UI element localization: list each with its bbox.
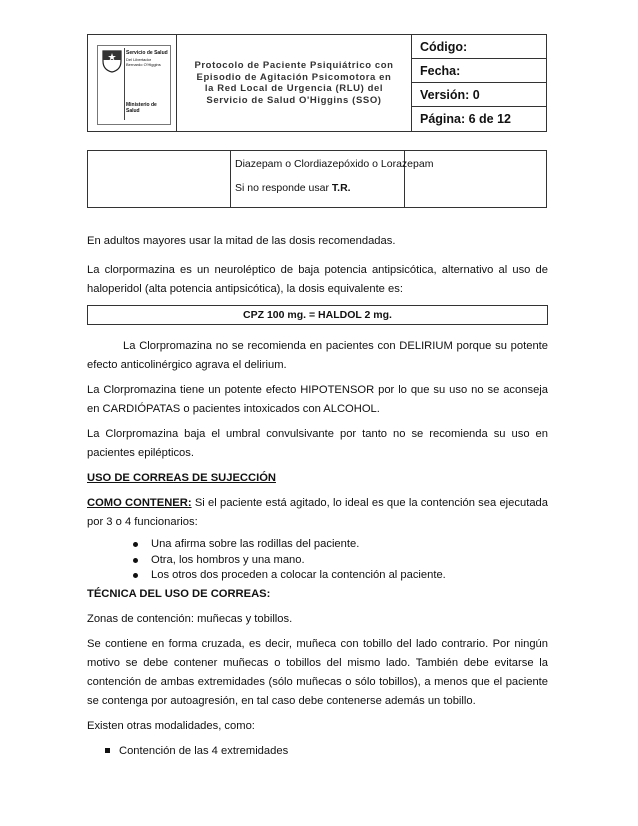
page-number-field: Página: 6 de 12 [420, 112, 512, 126]
paragraph-forma-cruzada: Se contiene en forma cruzada, es decir, muñeca con tobillo del lado contrario. Por ningún motivo se debe contener muñecas o tobillos del mismo lado. También debe evitarse la contención de ambas extremidades (sólo muñecas o sólo tobillos), a menos que el paciente se contenga por autoagresión, en tal caso debe contenerse además un tobillo. [87, 637, 548, 707]
paragraph-como-contener: COMO CONTENER: Si el paciente está agitado, lo ideal es que la contención sea ejecutada por 3 o 4 funcionarios: [87, 497, 548, 528]
fecha-field: Fecha: [412, 59, 546, 83]
medication-table-empty-cell [88, 151, 231, 207]
list-item: Otra, los hombros y una mano. [151, 554, 548, 568]
document-meta [412, 35, 546, 131]
logo-org-name: Servicio de Salud [126, 50, 168, 56]
dose-equivalence-box: CPZ 100 mg. = HALDOL 2 mg. [87, 305, 548, 325]
paragraph-hipotensor: La Clorpromazina tiene un potente efecto HIPOTENSOR por lo que su uso no se aconseja en CARDIÓPATAS o pacientes intoxicados con ALCOHOL. [87, 384, 548, 415]
medication-table-cell [230, 151, 434, 207]
codigo-field: Código: [412, 35, 546, 59]
logo-divider [124, 48, 125, 120]
list-item: Una afirma sobre las rodillas del paciente. [151, 538, 548, 552]
heading-correas: USO DE CORREAS DE SUJECCIÓN [87, 472, 276, 484]
modalities-list [87, 742, 548, 761]
medication-fallback: Si no responde usar T.R. [235, 182, 351, 194]
document-header [87, 34, 547, 132]
chile-crest-icon [101, 49, 123, 73]
paragraph-delirium: La Clorpromazina no se recomienda en pacientes con DELIRIUM porque su potente efecto anticolinérgico agrava el delirium. [87, 340, 548, 371]
logo-ministry: Ministerio de Salud [126, 102, 157, 114]
paragraph-zonas: Zonas de contención: muñecas y tobillos. [87, 612, 293, 625]
logo-org-region: Del Libertador Bernardo O'Higgins [126, 57, 161, 67]
version-field: Versión: 0 [412, 83, 546, 107]
paragraph-epilepticos: La Clorpromazina baja el umbral convulsivante por tanto no se recomienda su uso en pacientes epilépticos. [87, 428, 548, 459]
paragraph-clorpromazina-intro: La clorpormazina es un neuroléptico de baja potencia antipsicótica, alternativo al uso de haloperidol (alta potencia antipsicótica), la dosis equivalente es: [87, 264, 548, 295]
heading-tecnica: TÉCNICA DEL USO DE CORREAS: [87, 587, 271, 600]
ministry-logo [97, 45, 171, 125]
logo-cell [88, 35, 177, 131]
protocol-title: Protocolo de Paciente Psiquiátrico con Episodio de Agitación Psicomotora en la Red Local de Urgencia (RLU) del Servicio de Salud O'Higgins (SSO) [177, 35, 412, 131]
list-item: Contención de las 4 extremidades [119, 742, 548, 761]
restraint-steps-list [87, 538, 548, 583]
document-body [87, 232, 548, 761]
list-item: Los otros dos proceden a colocar la contención al paciente. [151, 569, 548, 583]
paragraph-elderly-dose: En adultos mayores usar la mitad de las dosis recomendadas. [87, 235, 396, 247]
paragraph-otras-modalidades: Existen otras modalidades, como: [87, 719, 255, 732]
medication-options: Diazepam o Clordiazepóxido o Lorazepam [235, 158, 434, 170]
medication-table [87, 150, 547, 208]
